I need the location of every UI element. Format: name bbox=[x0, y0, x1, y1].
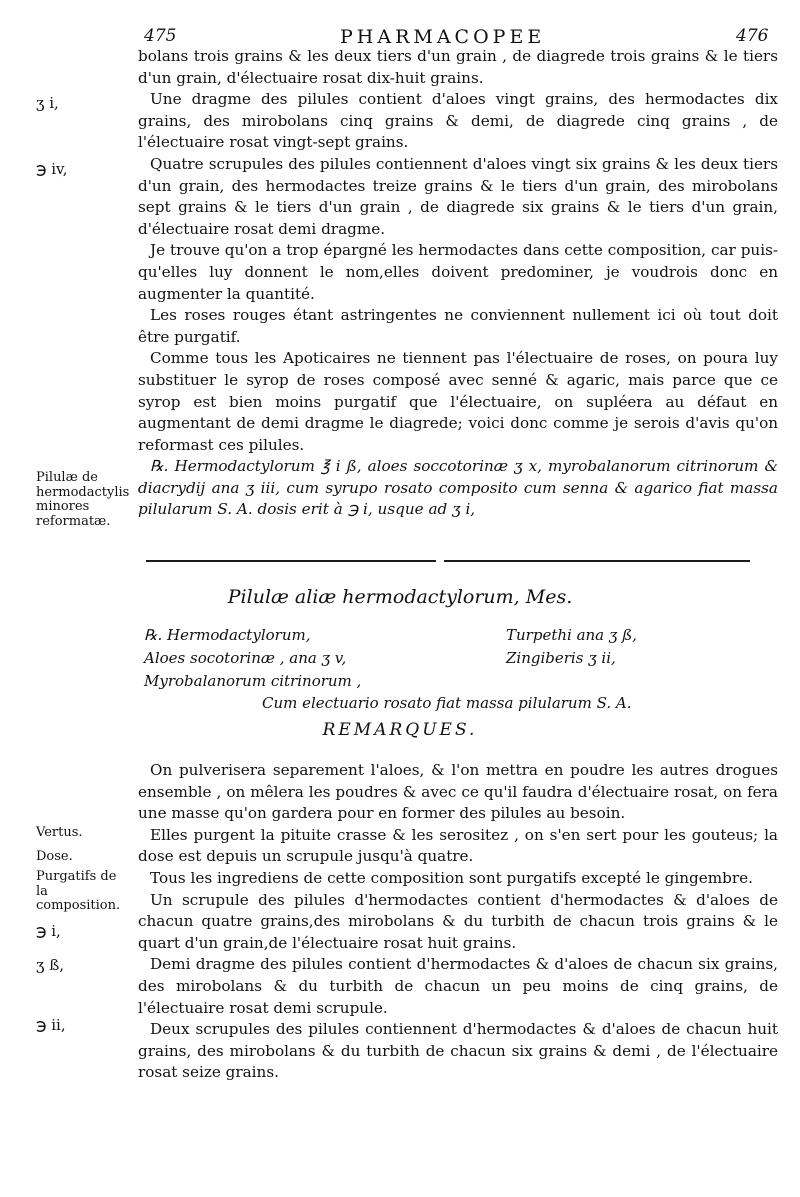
margin-note-dose: ℈ iv, bbox=[36, 160, 68, 178]
paragraph: Une dragme des pilules contient d'aloes vingt grains, des hermodactes dix grains, des mirobolans cinq grains & demi, de diagrede cinq grains , de l'électuaire rosat vingt-sept grains. bbox=[138, 90, 778, 152]
paragraph: Comme tous les Apoticaires ne tiennent pas l'électuaire de roses, on poura luy substituer le syrop de roses composé avec senné & agaric, mais parce que ce syrop est bien moins purgatif que l'électuaire, on supléera au défaut en augmentant de demi dragme le diagrede; voici donc comme je serois d'avis qu'on reformast ces pilules. bbox=[138, 349, 778, 454]
page-number-left: 475 bbox=[144, 26, 177, 46]
recipe-ingredient: Turpethi ana ʒ ß, bbox=[506, 626, 637, 644]
recipe-ingredient: Zingiberis ʒ ii, bbox=[506, 649, 616, 667]
remarques-heading: REMARQUES. bbox=[322, 720, 478, 740]
recipe-ingredient: Aloes socotorinæ , ana ʒ v, bbox=[144, 649, 347, 667]
section-1-text bbox=[138, 46, 778, 521]
recipe-ingredient: Myrobalanorum citrinorum , bbox=[144, 672, 362, 690]
paragraph: Un scrupule des pilules d'hermodactes contient d'hermodactes & d'aloes de chacun quatre grains,des mirobolans & du turbith de chacun trois grains & le quart d'un grain,de l'électuaire rosat huit grains. bbox=[138, 890, 778, 952]
margin-note-dose: ℈ ii, bbox=[36, 1016, 66, 1034]
recipe-ingredient: ℞. Hermodactylorum, bbox=[144, 626, 311, 644]
margin-note-dose: ʒ ß, bbox=[36, 956, 65, 974]
paragraph: Je trouve qu'on a trop épargné les hermodactes dans cette composition, car puis-qu'elles luy donnent le nom,elles doivent predominer, je voudrois donc en augmenter la quantité. bbox=[138, 241, 778, 303]
paragraph: Les roses rouges étant astringentes ne conviennent nullement ici où tout doit être purgatif. bbox=[138, 306, 778, 346]
margin-note-purgatifs: Purgatifs de la composition. bbox=[36, 869, 121, 913]
divider-rule bbox=[146, 560, 436, 562]
remarques-text bbox=[138, 760, 778, 1084]
margin-note-dose: ℈ i, bbox=[36, 922, 61, 940]
paragraph: On pulverisera separement l'aloes, & l'on mettra en poudre les autres drogues ensemble , on mêlera les poudres & avec ce qu'il faudra d'électuaire rosat, on fera une masse qu'on gardera pour en former des pilules au besoin. bbox=[138, 761, 778, 823]
paragraph: Elles purgent la pituite crasse & les serositez , on s'en sert pour les gouteus; la dose est depuis un scrupule jusqu'à quatre. bbox=[138, 825, 778, 866]
paragraph: Deux scrupules des pilules contiennent d'hermodactes & d'aloes de chacun huit grains, des mirobolans & du turbith de chacun six grains & demi , de l'électuaire rosat seize grains. bbox=[138, 1020, 778, 1082]
paragraph: Demi dragme des pilules contient d'hermodactes & d'aloes de chacun six grains, des mirobolans & du turbith de chacun un peu moins de cinq grains, de l'électuaire rosat demi scrupule. bbox=[138, 955, 778, 1017]
paragraph: bolans trois grains & les deux tiers d'un grain , de diagrede trois grains & le tiers d'un grain, d'électuaire rosat dix-huit grains. bbox=[138, 47, 778, 87]
recipe-title: Pilulæ aliæ hermodactylorum, Mes. bbox=[227, 586, 573, 608]
paragraph: Tous les ingrediens de cette composition sont purgatifs excepté le gingembre. bbox=[150, 868, 753, 887]
divider-rule bbox=[444, 560, 750, 562]
reformed-formula: ℞. Hermodactylorum ℥ i ß, aloes soccotorinæ ʒ x, myrobalanorum citrinorum & diacrydij ana ʒ iii, cum syrupo rosato composito cum senna & agarico fiat massa pilularum S. A. dosis erit à ℈ i, usque ad ʒ i, bbox=[138, 457, 778, 519]
recipe-instruction: Cum electuario rosato fiat massa pilularum S. A. bbox=[262, 694, 632, 712]
page-number-right: 476 bbox=[736, 26, 769, 46]
running-title: PHARMACOPEE bbox=[340, 26, 546, 48]
margin-note-dose: ʒ i, bbox=[36, 94, 59, 112]
margin-note-vertus: Vertus. bbox=[36, 825, 83, 840]
margin-note-dose: Dose. bbox=[36, 849, 73, 864]
paragraph: Quatre scrupules des pilules contiennent d'aloes vingt six grains & les deux tiers d'un grain, des hermodactes treize grains & le tiers d'un grain, des mirobolans sept grains & le tiers d'un grain , de diagrede six grains & le tiers d'un grain, d'électuaire rosat demi dragme. bbox=[138, 154, 778, 238]
margin-note-title: Pilulæ de hermodactylis minores reformatæ. bbox=[36, 470, 130, 529]
